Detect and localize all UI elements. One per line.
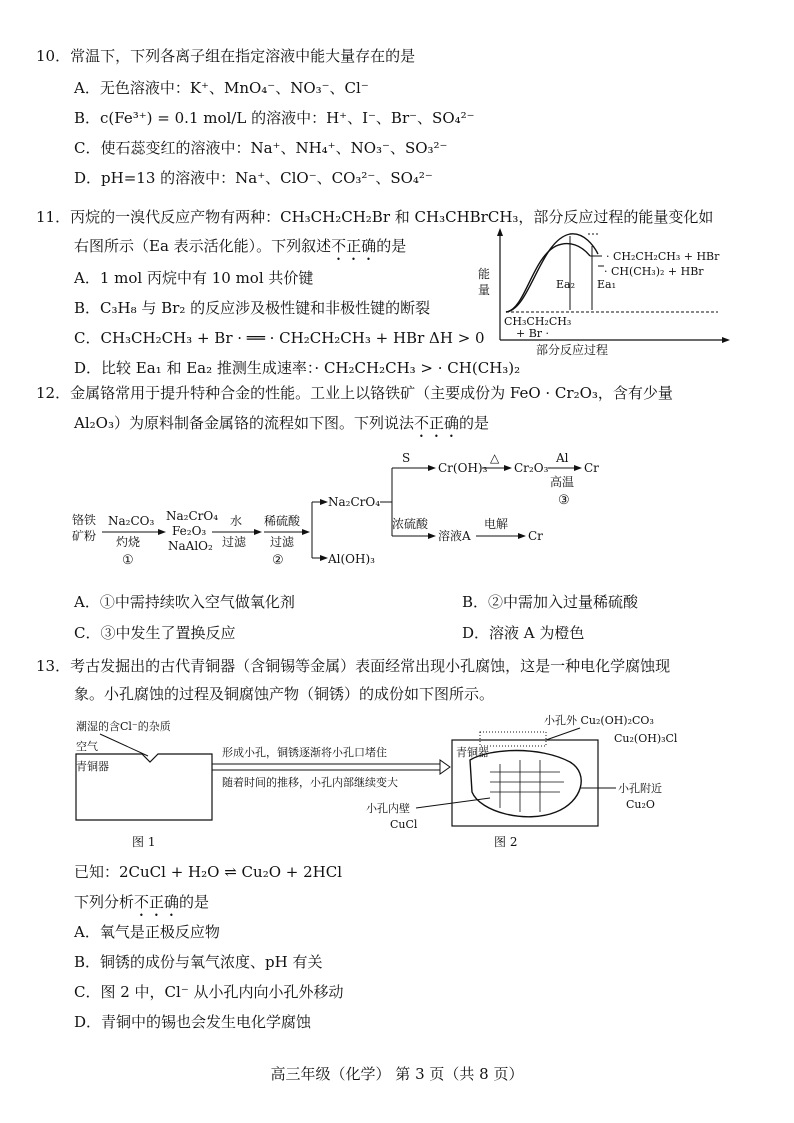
flow-arrow-2-icon	[254, 529, 262, 535]
q13-stem-line1: 13．考古发掘出的古代青铜器（含铜锡等金属）表面经常出现小孔腐蚀，这是一种电化学腐蚀现	[36, 657, 671, 675]
chromium-flowchart	[70, 448, 730, 578]
fig2-wall-pointer	[416, 798, 490, 808]
fig2-outside-label-2: Cu₂(OH)₃Cl	[614, 732, 678, 745]
ea2-label: Ea₂	[556, 278, 575, 291]
q12-option-b: B．②中需加入过量稀硫酸	[462, 593, 639, 611]
flow-cr2o3: Cr₂O₃	[514, 461, 549, 475]
q13-ask	[74, 892, 209, 920]
flow-reagent-2: 水	[230, 514, 243, 528]
q13-ask-text: 下列分析	[74, 893, 135, 911]
fig2-outside-pointer	[546, 728, 580, 740]
flow-mix-2: Fe₂O₃	[172, 524, 207, 538]
fig1-bronze-label: 青铜器	[76, 760, 109, 773]
flow-cond-3: 过滤	[270, 535, 295, 549]
flow-step-1: ①	[122, 553, 134, 568]
flow-dianjie: 电解	[484, 517, 509, 531]
q10-option-c: C．使石蕊变红的溶液中：Na⁺、NH₄⁺、NO₃⁻、SO₃²⁻	[74, 139, 448, 157]
q10-stem: 10．常温下，下列各离子组在指定溶液中能大量存在的是	[36, 47, 416, 65]
q13-ask-end: 的是	[179, 893, 210, 911]
flow-aloh3: Al(OH)₃	[328, 552, 375, 566]
q13-option-b: B．铜锈的成份与氧气浓度、pH 有关	[74, 953, 323, 971]
flow-arrow-h2so4-icon	[428, 533, 436, 539]
q12-emphasis: 不正确	[413, 414, 459, 432]
flow-arrow-1-icon	[158, 529, 166, 535]
q12-stem-line1: 12．金属铬常用于提升特种合金的性能。工业上以铬铁矿（主要成份为 FeO · Cr₂O₃，含有少量	[36, 384, 673, 402]
flow-arrow-3-icon	[302, 529, 310, 535]
fig2-near-label-2: Cu₂O	[626, 798, 655, 811]
fig1-air-label: 空气	[76, 740, 98, 753]
q12-option-c: C．③中发生了置换反应	[74, 624, 236, 642]
q13-emphasis: 不正确	[134, 893, 180, 911]
fig1-pointer	[100, 734, 148, 756]
flow-cond-2: 过滤	[222, 535, 247, 549]
flow-arrow-s-icon	[428, 465, 436, 471]
q11-option-a: A．1 mol 丙烷中有 10 mol 共价键	[74, 269, 314, 287]
flow-al: Al	[556, 451, 569, 465]
fig2-wall-label-2: CuCl	[390, 818, 418, 831]
curve-ts1	[506, 244, 590, 312]
fig2-bronze-label: 青铜器	[456, 746, 489, 759]
flow-cr-1: Cr	[584, 461, 599, 475]
flow-croh3: Cr(OH)₃	[438, 461, 488, 475]
fig2-caption: 图 2	[494, 835, 518, 849]
flow-delta: △	[490, 451, 500, 465]
q12-stem-end: 的是	[458, 414, 489, 432]
q11-stem-line2	[74, 236, 406, 264]
flow-arrow-delta-icon	[504, 465, 512, 471]
q12-stem-text: Al₂O₃）为原料制备金属铬的流程如下图。下列说法	[74, 414, 414, 432]
fig2-outside-label: 小孔外 Cu₂(OH)₂CO₃	[544, 714, 654, 727]
prod1-label: · CH₂CH₂CH₃ + HBr	[606, 250, 720, 263]
energy-xlabel: 部分反应过程	[536, 343, 609, 356]
flow-gaowen: 高温	[550, 475, 575, 489]
flow-reagent-3: 稀硫酸	[264, 514, 301, 528]
flow-branch-1-up-icon	[320, 499, 328, 505]
flow-na2cro4: Na₂CrO₄	[328, 495, 381, 509]
q11-option-c: C．CH₃CH₂CH₃ + Br · ══ · CH₂CH₂CH₃ + HBr ΔH > 0	[74, 329, 485, 347]
transform-label-2: 随着时间的推移，小孔内部继续变大	[222, 776, 398, 789]
q12-option-a: A．①中需持续吹入空气做氧化剂	[74, 593, 295, 611]
x-axis-arrow-icon	[722, 337, 730, 343]
ea1-label: Ea₁	[597, 278, 616, 291]
q13-known: 已知：2CuCl + H₂O ⇌ Cu₂O + 2HCl	[74, 863, 343, 881]
reactant-label-1: CH₃CH₂CH₃	[504, 315, 572, 328]
transform-arrow-icon	[440, 760, 450, 774]
flow-cr-2: Cr	[528, 529, 543, 543]
prod2-label: · CH(CH₃)₂ + HBr	[604, 265, 704, 278]
flow-h2so4: 浓硫酸	[392, 517, 429, 531]
flow-arrow-elec-icon	[518, 533, 526, 539]
flow-s: S	[402, 451, 411, 465]
q10-option-b: B．c(Fe³⁺) = 0.1 mol/L 的溶液中：H⁺、I⁻、Br⁻、SO₄²⁻	[74, 109, 475, 127]
flow-solution-a: 溶液A	[438, 529, 471, 543]
reactant-label-2: + Br ·	[516, 327, 550, 340]
page-footer: 高三年级（化学） 第 3 页（共 8 页）	[270, 1065, 524, 1083]
y-axis-arrow-icon	[497, 228, 503, 236]
energy-ylabel-1: 能	[478, 267, 491, 281]
flow-ore-2: 矿粉	[72, 529, 97, 543]
fig2-wall-label: 小孔内壁	[366, 802, 410, 815]
flow-arrow-al-icon	[574, 465, 582, 471]
q11-option-d: D．比较 Ea₁ 和 Ea₂ 推测生成速率：· CH₂CH₂CH₃ > · CH(CH₃)₂	[74, 359, 521, 377]
corrosion-figures	[70, 712, 750, 852]
flow-step-2: ②	[272, 553, 284, 568]
q11-option-b: B．C₃H₈ 与 Br₂ 的反应涉及极性键和非极性键的断裂	[74, 299, 431, 317]
q13-option-c: C．图 2 中，Cl⁻ 从小孔内向小孔外移动	[74, 983, 344, 1001]
q11-stem-text: 右图所示（Ea 表示活化能）。下列叙述	[74, 237, 332, 255]
q11-stem-line1: 11．丙烷的一溴代反应产物有两种：CH₃CH₂CH₂Br 和 CH₃CHBrCH₃，部分反应过程的能量变化如	[36, 208, 714, 226]
q10-option-a: A．无色溶液中：K⁺、MnO₄⁻、NO₃⁻、Cl⁻	[74, 79, 369, 97]
fig2-pit	[470, 751, 581, 817]
fig1-impurity-label: 潮湿的含Cl⁻的杂质	[76, 720, 171, 733]
q11-emphasis: 不正确	[331, 237, 377, 255]
energy-diagram	[470, 228, 740, 356]
q13-stem-line2: 象。小孔腐蚀的过程及铜腐蚀产物（铜锈）的成份如下图所示。	[74, 685, 495, 703]
q13-option-d: D．青铜中的锡也会发生电化学腐蚀	[74, 1013, 312, 1031]
q11-stem-end: 的是	[376, 237, 407, 255]
flow-cond-1: 灼烧	[116, 535, 141, 549]
fig2-pit-hatch	[490, 760, 564, 812]
fig2-rust-cap	[480, 732, 546, 746]
flow-mix-1: Na₂CrO₄	[166, 509, 219, 523]
q12-option-d: D．溶液 A 为橙色	[462, 624, 585, 642]
fig2-near-label: 小孔附近	[618, 782, 662, 795]
q10-option-d: D．pH=13 的溶液中：Na⁺、ClO⁻、CO₃²⁻、SO₄²⁻	[74, 169, 433, 187]
q13-option-a: A．氧气是正极反应物	[74, 923, 220, 941]
flow-branch-1-down-icon	[320, 555, 328, 561]
flow-reagent-1: Na₂CO₃	[108, 514, 155, 528]
q12-stem-line2	[74, 413, 489, 441]
fig1-caption: 图 1	[132, 835, 156, 849]
transform-label-1: 形成小孔，铜锈逐渐将小孔口堵住	[222, 746, 387, 759]
flow-ore-1: 铬铁	[72, 513, 97, 527]
flow-step-3: ③	[558, 493, 570, 508]
flow-mix-3: NaAlO₂	[168, 539, 213, 553]
energy-ylabel-2: 量	[478, 283, 491, 297]
